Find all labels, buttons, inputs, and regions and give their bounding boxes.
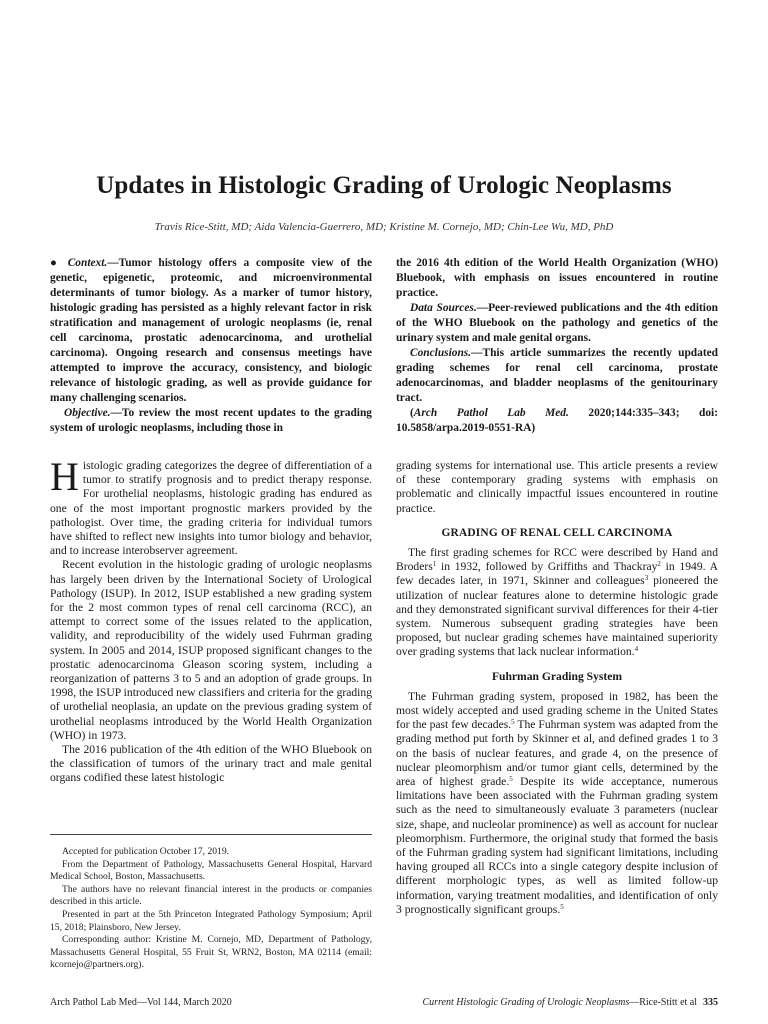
reference-4: 4 bbox=[634, 645, 639, 654]
reference-5: 5 bbox=[511, 718, 515, 727]
footnote-accepted: Accepted for publication October 17, 2019. bbox=[62, 846, 230, 857]
running-title: Current Histologic Grading of Urologic Neoplasms bbox=[422, 997, 630, 1008]
objective-label: Objective. bbox=[64, 407, 111, 419]
reference-5: 5 bbox=[509, 775, 513, 784]
rcc-p1-d: pioneered the utilization of nuclear features alone to determine histologic grade and they demonstrated significant survival differences for their 4-tier system. Numerous subsequent grading strategies have been proposed, but nuclear grading schemes have maintained superiority over grading systems that lack nuclear information. bbox=[396, 574, 718, 659]
citation-details: 2020;144:335–343; doi: 10.5858/arpa.2019-0551-RA) bbox=[396, 407, 718, 434]
author-list: Travis Rice-Stitt, MD; Aida Valencia-Guerrero, MD; Kristine M. Cornejo, MD; Chin-Lee Wu, MD, PhD bbox=[154, 221, 614, 233]
rcc-paragraph-1 bbox=[396, 546, 718, 660]
footnote-disclosure: The authors have no relevant financial interest in the products or companies described in this article. bbox=[50, 883, 372, 908]
footnote-presented: Presented in part at the 5th Princeton Integrated Pathology Symposium; April 15, 2018; Plainsboro, New Jersey. bbox=[50, 908, 372, 933]
footnote-correspondence: Corresponding author: Kristine M. Cornejo, MD, Department of Pathology, Massachusetts General Hospital, 55 Fruit St, WRN2, Boston, MA 02114 (email: kcornejo@partners.org). bbox=[50, 934, 372, 971]
abstract-conclusions bbox=[396, 346, 718, 406]
body-left-column bbox=[50, 454, 372, 786]
reference-5: 5 bbox=[560, 902, 564, 911]
fuhrman-paragraph-1 bbox=[396, 690, 718, 917]
objective-continued: the 2016 4th edition of the World Health Organization (WHO) Bluebook, with emphasis on issues encountered in routine practice. bbox=[396, 257, 718, 299]
reference-3: 3 bbox=[644, 574, 649, 583]
running-footer bbox=[422, 997, 718, 1008]
rcc-p1-a: The first grading schemes for RCC were described by Hand and Broders bbox=[396, 546, 718, 574]
abstract-left-column bbox=[50, 256, 372, 436]
fuhrman-p1-b: The Fuhrman system was adapted from the grading method put forth by Skinner et al, and defined grades 1 to 3 on the basis of nuclear features, and grade 4, on the presence of nuclear pleomorphism and/or tumor giant cells, determined by the area of highest grade. bbox=[396, 718, 719, 789]
page-number: 335 bbox=[703, 997, 718, 1008]
fuhrman-p1-a: The Fuhrman grading system, proposed in 1982, has been the most widely accepted and used grading scheme in the United States for the past few decades. bbox=[396, 689, 718, 732]
conclusions-label: Conclusions. bbox=[410, 347, 472, 359]
subsection-heading: Fuhrman Grading System bbox=[491, 669, 623, 683]
sources-text: —Peer-reviewed publications and the 4th edition of the WHO Bluebook on the pathology and genetics of the urinary system and male genital organs. bbox=[396, 302, 718, 344]
sources-label: Data Sources. bbox=[410, 302, 477, 314]
abstract-right-column bbox=[396, 256, 718, 436]
running-authors: —Rice-Stitt et al bbox=[629, 997, 697, 1008]
intro-paragraph-3: The 2016 publication of the 4th edition of the WHO Bluebook on the classification of tumors of the urinary tract and male genital organs codified these latest histologic bbox=[50, 743, 372, 785]
context-label: Context. bbox=[67, 257, 108, 269]
bullet-icon: ● bbox=[50, 257, 61, 269]
intro-p1-text: istologic grading categorizes the degree of differentiation of a tumor to stratify prognosis and to predict therapy response. For urothelial neoplasms, histologic grading has endured as one of the most important prognostic markers provided by the pathologist. Over time, the grading criteria for individual tumors have shifted to reflect new insights into tumor biology and behavior, and to increase interobserver agreement. bbox=[50, 459, 372, 558]
objective-text: —To review the most recent updates to the grading system of urologic neoplasms, including those in bbox=[50, 407, 372, 434]
intro-paragraph-1 bbox=[50, 454, 372, 558]
citation-open: ( bbox=[410, 407, 414, 419]
fuhrman-p1-c: Despite its wide acceptance, numerous limitations have been associated with the Fuhrman grading system such as the need to simultaneously evaluate 3 parameters (nuclear size, shape, and nucleolar prominence) as well as account for nuclear pleomorphism. Furthermore, the original study that formed the basis of the Fuhrman grading system had significant limitations, including having grouped all RCCs into a single category despite inclusion of different morphologic types, as well as limited follow-up information, varying treatment modalities, and identification of only 3 prognostically significant groups. bbox=[396, 775, 718, 916]
article-title: Updates in Histologic Grading of Urologic Neoplasms bbox=[96, 172, 672, 199]
footnote-divider bbox=[50, 834, 372, 835]
reference-2: 2 bbox=[657, 560, 661, 569]
rcc-p1-c: in 1949. A few decades later, in 1971, Skinner and colleagues bbox=[396, 560, 718, 588]
abstract-data-sources bbox=[396, 301, 718, 346]
citation-journal: Arch Pathol Lab Med. bbox=[413, 407, 569, 419]
footnote-affiliation: From the Department of Pathology, Massachusetts General Hospital, Harvard Medical School, Boston, Massachusetts. bbox=[50, 858, 372, 883]
abstract-citation bbox=[396, 406, 718, 436]
section-heading: GRADING OF RENAL CELL CARCINOMA bbox=[441, 526, 673, 539]
body-right-column bbox=[396, 459, 718, 917]
context-text: —Tumor histology offers a composite view of the genetic, epigenetic, proteomic, and microenvironmental determinants of tumor biology. As a marker of tumor history, histologic grading has persisted as a highly relevant factor in risk stratification and management of urologic neoplasms (ie, renal cell carcinoma, prostatic adenocarcinoma, and urothelial carcinoma). Ongoing research and consensus meetings have attempted to improve the accuracy, consistency, and biologic relevance of histologic grading, as well as provide guidance for many challenging scenarios. bbox=[50, 257, 372, 404]
footnotes bbox=[50, 846, 372, 972]
intro-paragraph-2: Recent evolution in the histologic grading of urologic neoplasms has largely been driven by the International Society of Urological Pathology (ISUP). In 2012, ISUP established a new grading system for the 2 most common types of renal cell carcinoma (RCC), an attempt to correct some of the issues related to the application, validity, and reproducibility of the widely used Fuhrman grading system. In 2005 and 2014, ISUP proposed significant changes to the prostatic adenocarcinoma Gleason scoring system, including a reorganization of patterns 3 to 5 and an adoption of grade groups. In 1998, the ISUP introduced new classifiers and criteria for the grading of urothelial neoplasia, an update on the previous grading system of urothelial neoplasms introduced by the World Health Organization (WHO) in 1973. bbox=[50, 558, 372, 742]
intro-paragraph-3-continued: grading systems for international use. This article presents a review of these contemporary grading systems with emphasis on problematic and clinically impactful issues encountered in routine practice. bbox=[396, 459, 718, 515]
abstract-context bbox=[50, 256, 372, 406]
conclusions-text: —This article summarizes the recently updated grading schemes for renal cell carcinoma, prostate adenocarcinomas, and bladder neoplasms of the genitourinary tract. bbox=[396, 347, 718, 404]
journal-footer: Arch Pathol Lab Med—Vol 144, March 2020 bbox=[50, 997, 232, 1008]
reference-1: 1 bbox=[432, 560, 437, 569]
drop-cap: H bbox=[50, 454, 79, 499]
rcc-p1-b: in 1932, followed by Griffiths and Thackray bbox=[436, 560, 658, 574]
abstract-objective bbox=[50, 406, 372, 436]
